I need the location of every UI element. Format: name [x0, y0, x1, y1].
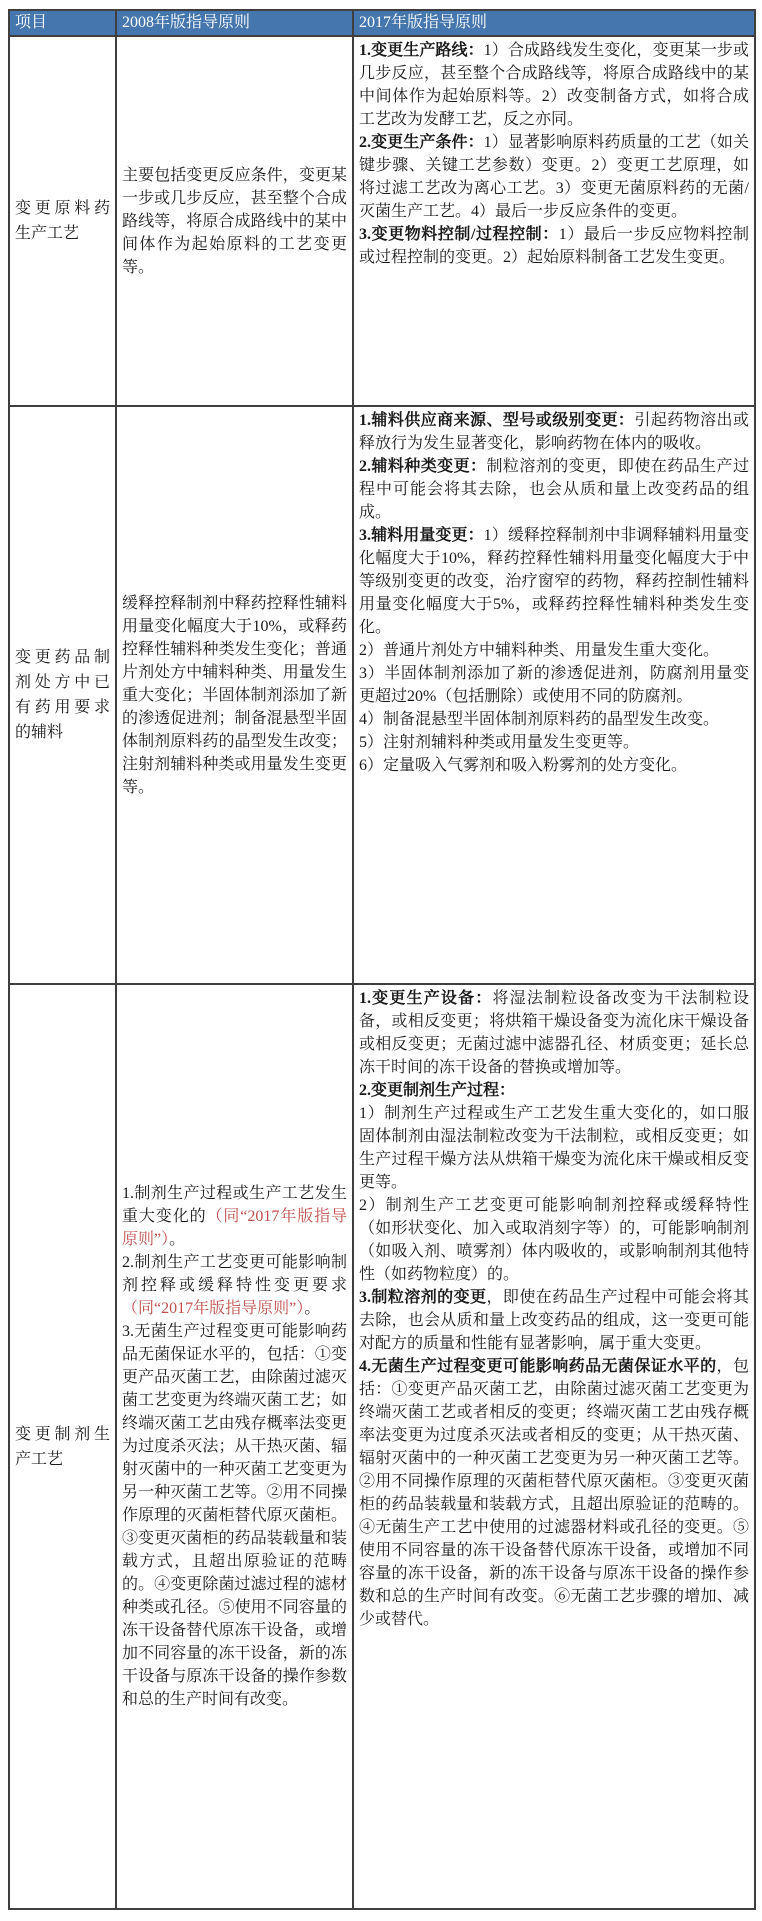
text-segment: 6）定量吸入气雾剂和吸入粉雾剂的处方变化。 [359, 757, 688, 774]
text-segment: 1）制剂生产过程或生产工艺发生重大变化的，如口服固体制剂由湿法制粒改变为干法制粒，或相反变更；如生产过程干燥方法从烘箱干燥变为流化床干燥或相反变更等。 [359, 1105, 749, 1191]
cell-2008-guideline [116, 36, 353, 406]
cell-2017-guideline [353, 406, 755, 984]
text-segment: 3）半固体制剂添加了新的渗透促进剂，防腐剂用量变更超过20%（包括删除）或使用不同的防腐剂。 [359, 665, 749, 705]
bold-text-segment: 1.变更生产路线： [359, 42, 484, 59]
red-note-segment: （同“2017年版指导原则”） [122, 1208, 347, 1248]
column-header-2017: 2017年版指导原则 [353, 10, 755, 36]
text-segment: 5）注射剂辅料种类或用量发生变更等。 [359, 734, 640, 751]
text-segment: 将湿法制粒设备改变为干法制粒设备，或相反变更；将烘箱干燥设备变为流化床干燥设备或相反变更；无菌过滤中滤器孔径、材质变更；延长总冻干时间的冻干设备的替换或增加等。 [359, 990, 749, 1076]
cell-2017-guideline [353, 36, 755, 406]
item-label: 变更制剂生产工艺 [15, 1425, 110, 1468]
paragraph [359, 1194, 749, 1286]
column-header-2008: 2008年版指导原则 [116, 10, 353, 36]
text-segment: 3.无菌生产过程变更可能影响药品无菌保证水平的，包括：①变更产品灭菌工艺，由除菌过滤灭菌工艺变更为终端灭菌工艺；如终端灭菌工艺由残存概率法变更为过度杀灭法；从干热灭菌、辐射灭菌中的一种灭菌工艺变更为另一种灭菌工艺等。②用不同操作原理的灭菌柜替代原灭菌柜。③变更灭菌柜的药品装载量和装载方式，且超出原验证的范畴的。④变更除菌过滤过程的滤材种类或孔径。⑤使用不同容量的冻干设备替代原冻干设备，或增加不同容量的冻干设备，新的冻干设备与原冻干设备的操作参数和总的生产时间有改变。 [122, 1323, 347, 1708]
paragraph [359, 1286, 749, 1355]
header-row [9, 10, 755, 36]
bold-text-segment: 4.无菌生产过程变更可能影响药品无菌保证水平的 [359, 1358, 717, 1375]
paragraph [359, 754, 749, 777]
paragraph [359, 131, 749, 223]
item-cell [9, 36, 116, 406]
paragraph [122, 164, 347, 279]
paragraph [359, 1355, 749, 1631]
bold-text-segment: 1.辅料供应商来源、型号或级别变更： [359, 412, 635, 429]
paragraph [359, 1079, 749, 1102]
text-segment: 缓释控释制剂中释药控释性辅料用量变化幅度大于10%，或释药控释性辅料种类发生变化；普通片剂处方中辅料种类、用量发生重大变化；半固体制剂添加了新的渗透促进剂；制备混悬型半固体制剂原料药的晶型发生改变；注射剂辅料种类或用量发生变更等。 [122, 594, 347, 796]
text-segment: 1）合成路线发生变化，变更某一步或几步反应，甚至整个合成路线等，将原合成路线中的某中间体作为起始原料等。2）改变制备方式，如将合成工艺改为发酵工艺，反之亦同。 [359, 42, 749, 128]
text-segment: 1）显著影响原料药质量的工艺（如关键步骤、关键工艺参数）变更。2）变更工艺原理，如将过滤工艺改为离心工艺。3）变更无菌原料药的无菌/灭菌生产工艺。4）最后一步反应条件的变更。 [359, 134, 749, 220]
cell-2008-guideline [116, 984, 353, 1909]
item-cell [9, 984, 116, 1909]
comparison-table [8, 9, 756, 1910]
cell-2008-guideline [116, 406, 353, 984]
paragraph [122, 1251, 347, 1320]
item-cell [9, 406, 116, 984]
text-segment: 制粒溶剂的变更，即使在药品生产过程中可能会将其去除，也会从质和量上改变药品的组成。 [359, 458, 749, 521]
text-segment: 主要包括变更反应条件，变更某一步或几步反应，甚至整个合成路线等，将原合成路线中的某中间体作为起始原料的工艺变更等。 [122, 166, 347, 276]
paragraph [359, 662, 749, 708]
bold-text-segment: 2.变更生产条件： [359, 134, 484, 151]
paragraph [359, 708, 749, 731]
bold-text-segment: 2.辅料种类变更： [359, 458, 487, 475]
table-row [9, 406, 755, 984]
text-segment: ，即使在药品生产过程中可能会将其去除，也会从质和量上改变药品的组成，这一变更可能对配方的质量和性能有显著影响，属于重大变更。 [359, 1289, 749, 1352]
text-segment: 1）最后一步反应物料控制或过程控制的变更。2）起始原料制备工艺发生变更。 [359, 226, 749, 266]
text-segment: 2）普通片剂处方中辅料种类、用量发生重大变化。 [359, 642, 720, 659]
paragraph [359, 731, 749, 754]
paragraph [359, 455, 749, 524]
paragraph [359, 987, 749, 1079]
text-segment: 。 [304, 1300, 321, 1317]
paragraph [122, 1320, 347, 1711]
paragraph [359, 1102, 749, 1194]
item-label: 变更药品制剂处方中已有药用要求的辅料 [15, 649, 110, 741]
paragraph [122, 1182, 347, 1251]
text-segment: 4）制备混悬型半固体制剂原料药的晶型发生改变。 [359, 711, 720, 728]
text-segment: ，包括：①变更产品灭菌工艺，由除菌过滤灭菌工艺变更为终端灭菌工艺或者相反的变更；终端灭菌工艺由残存概率法变更为过度杀灭法或者相反的变更；从干热灭菌、辐射灭菌中的一种灭菌工艺变更为另一种灭菌工艺等。②用不同操作原理的灭菌柜替代原灭菌柜。③变更灭菌柜的药品装载量和装载方式，且超出原验证的范畴的。④无菌生产工艺中使用的过滤器材料或孔径的变更。⑤使用不同容量的冻干设备替代原冻干设备，或增加不同容量的冻干设备，新的冻干设备与原冻干设备的操作参数和总的生产时间有改变。⑥无菌工艺步骤的增加、减少或替代。 [359, 1358, 749, 1628]
bold-text-segment: 3.制粒溶剂的变更 [359, 1289, 487, 1306]
cell-2017-guideline [353, 984, 755, 1909]
red-note-segment: （同“2017年版指导原则”） [122, 1300, 305, 1317]
paragraph [122, 592, 347, 799]
text-segment: 1）缓释控释制剂中非调释辅料用量变化幅度大于10%，释药控释性辅料用量变化幅度大于中等级别变更的改变，治疗窗窄的药物，释药控制性辅料用量变化幅度大于5%，或释药控释性辅料种类发生变化。 [359, 527, 749, 636]
text-segment: 1.制剂生产过程或生产工艺发生重大变化的 [122, 1185, 347, 1225]
bold-text-segment: 2.变更制剂生产过程： [359, 1082, 516, 1099]
bold-text-segment: 3.辅料用量变更： [359, 527, 484, 544]
paragraph [359, 39, 749, 131]
paragraph [359, 223, 749, 269]
bold-text-segment: 3.变更物料控制/过程控制： [359, 226, 559, 243]
text-segment: 2.制剂生产工艺变更可能影响制剂控释或缓释特性变更要求 [122, 1254, 347, 1294]
item-label: 变更原料药生产工艺 [15, 200, 110, 242]
column-header-item: 项目 [9, 10, 116, 36]
paragraph [359, 639, 749, 662]
table-row [9, 984, 755, 1909]
bold-text-segment: 1.变更生产设备： [359, 990, 493, 1007]
text-segment: 引起药物溶出或释放行为发生显著变化，影响药物在体内的吸收。 [359, 412, 749, 452]
text-segment: 2）制剂生产工艺变更可能影响制剂控释或缓释特性（如形状变化、加入或取消刻字等）的，可能影响制剂（如吸入剂、喷雾剂）体内吸收的，或影响制剂其他特性（如药物粒度）的。 [359, 1197, 749, 1283]
paragraph [359, 524, 749, 639]
text-segment: 。 [169, 1231, 186, 1248]
table-body [9, 36, 755, 1909]
table-row [9, 36, 755, 406]
paragraph [359, 409, 749, 455]
